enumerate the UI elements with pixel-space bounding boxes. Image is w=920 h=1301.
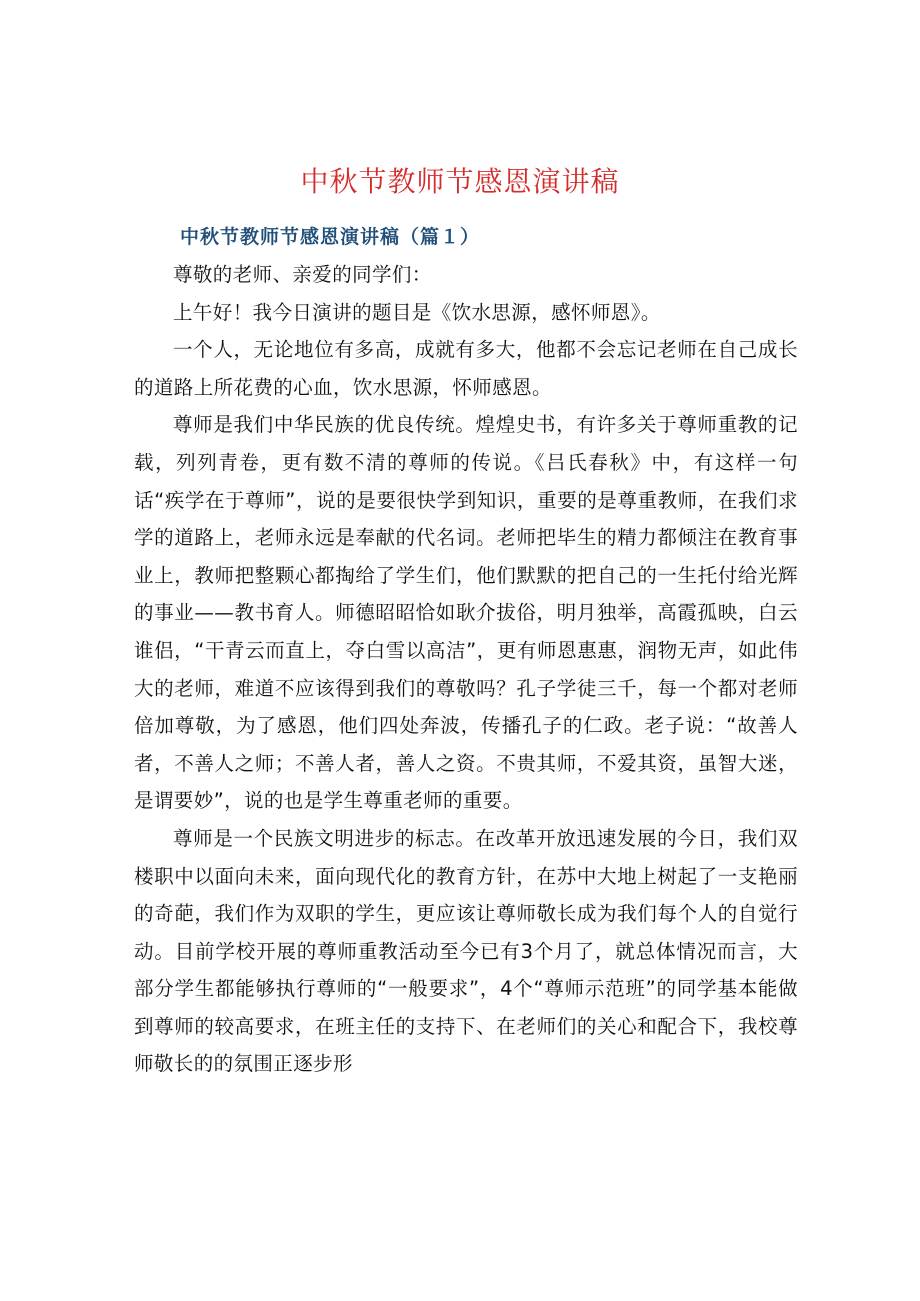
- paragraph-salutation: 尊敬的老师、亲爱的同学们：: [173, 263, 432, 286]
- paragraph-civilization: 尊师是一个民族文明进步的标志。在改革开放迅速发展的今日，我们双楼职中以面向未来，面向现代化的教育方针，在苏中大地上树起了一支艳丽的奇葩，我们作为双职的学生，更应该让尊师敬长成为我们每个人的自觉行动。目前学校开展的尊师重教活动至今已有3个月了，就总体情况而言，大部分学生都能够执行尊师的“一般要求”，4个“尊师示范班”的同学基本能做到尊师的较高要求，在班主任的支持下、在老师们的关心和配合下，我校尊师敬长的的氛围正逐步形: [134, 826, 798, 1076]
- document-title: 中秋节教师节感恩演讲稿: [300, 165, 620, 198]
- document-body: [134, 256, 798, 1083]
- paragraph-intro: 一个人，无论地位有多高，成就有多大，他都不会忘记老师在自己成长的道路上所花费的心血，饮水思源，怀师感恩。: [134, 338, 798, 399]
- paragraph-tradition: 尊师是我们中华民族的优良传统。煌煌史书，有许多关于尊师重教的记载，列列青卷，更有数不清的尊师的传说。《吕氏春秋》中，有这样一句话“疾学在于尊师”，说的是要很快学到知识，重要的是尊重教师，在我们求学的道路上，老师永远是奉献的代名词。老师把毕生的精力都倾注在教育事业上，教师把整颗心都掏给了学生们，他们默默的把自己的一生托付给光辉的事业——教书育人。师德昭昭恰如耿介拔俗，明月独举，高霞孤映，白云谁侣，“干青云而直上，夺白雪以高洁”，更有师恩惠惠，润物无声，如此伟大的老师，难道不应该得到我们的尊敬吗？孔子学徒三千，每一个都对老师倍加尊敬，为了感恩，他们四处奔波，传播孔子的仁政。老子说：“故善人者，不善人之师；不善人者，善人之资。不贵其师，不爱其资，虽智大迷，是谓要妙”，说的也是学生尊重老师的重要。: [134, 413, 798, 813]
- section-heading: 中秋节教师节感恩演讲稿（篇１）: [180, 226, 481, 248]
- paragraph-greeting: 上午好！我今日演讲的题目是《饮水思源，感怀师恩》。: [173, 300, 661, 324]
